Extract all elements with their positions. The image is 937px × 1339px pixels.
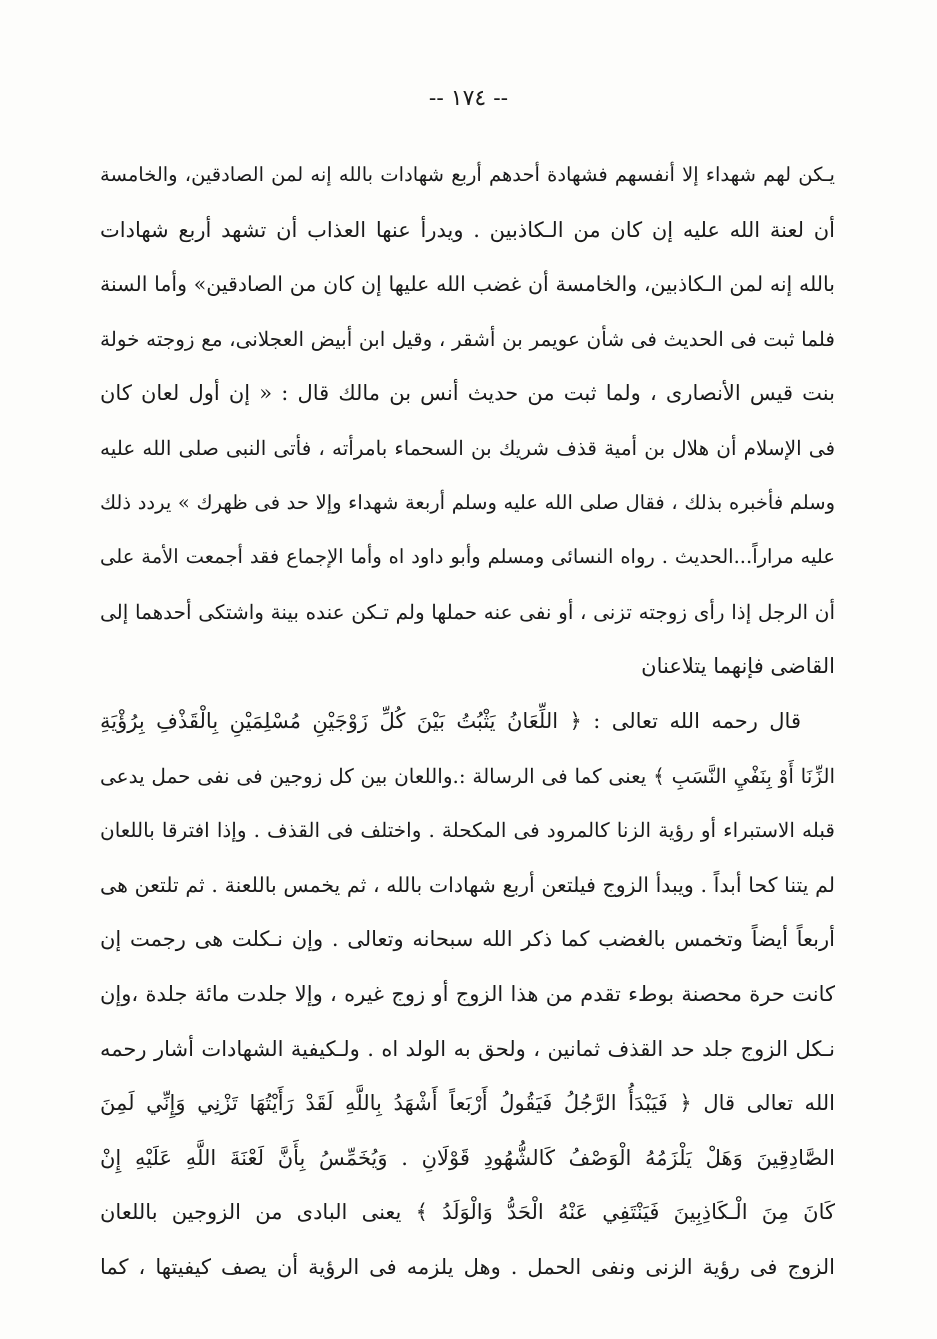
text-line: الصَّادِقِينَ وَهَلْ يَلْزَمُهُ الْوَصْفُ كَالشُّهُودِ قَوْلَانِ . وَيُخَمِّسُ بِأَنَّ لَعْنَةَ اللَّهِ عَلَيْهِ إِنْ: [100, 1145, 835, 1170]
text-line: كَانَ مِنَ الْـكَاذِبِينَ فَيَنْتَفِي عَنْهُ الْحَدُّ وَالْوَلَدُ ﴾ يعنى البادى من الزوجين باللعان: [100, 1200, 835, 1225]
text-line: أن لعنة الله عليه إن كان من الـكاذبين . ويدرأ عنها العذاب أن تشهد أربع شهادات: [100, 217, 835, 242]
text-line: الله تعالى قال ﴿ فَيَبْدَأُ الرَّجُلُ فَيَقُولُ أَرْبَعاً أَشْهَدُ بِاللَّهِ لَقَدْ رَأَيْتُهَا تَزْنِي وَإِنِّي لَمِنَ: [100, 1091, 835, 1116]
text-line: القاضى فإنهما يتلاعنان: [641, 654, 835, 679]
text-line: فلما ثبت فى الحديث فى شأن عويمر بن أشقر ، وقيل ابن أبيض العجلانى، مع زوجته خولة: [100, 326, 835, 351]
text-line: بنت قيس الأنصارى ، ولما ثبت من حديث أنس بن مالك قال : « إن أول لعان كان: [100, 381, 835, 406]
text-line: يـكن لهم شهداء إلا أنفسهم فشهادة أحدهم أربع شهادات بالله إنه لمن الصادقين، والخامسة: [100, 163, 835, 186]
text-line: قبله الاستبراء أو رؤية الزنا كالمرود فى المكحلة . واختلف فى القذف . وإذا افترقا باللعان: [100, 818, 835, 843]
page-number: -- ١٧٤ --: [428, 86, 509, 111]
text-line: قال رحمه الله تعالى : ﴿ اللِّعَانُ يَثْبُتُ بَيْنَ كُلِّ زَوْجَيْنِ مُسْلِمَيْنِ بِالْقَذْفِ بِرُؤْيَةِ: [100, 708, 801, 733]
text-line: وسلم فأخبره بذلك ، فقال صلى الله عليه وسلم أربعة شهداء وإلا حد فى ظهرك » يردد ذلك: [100, 490, 835, 514]
text-line: كانت حرة محصنة بوطء تقدم من هذا الزوج أو زوج غيره ، وإلا جلدت مائة جلدة ،وإن: [100, 981, 835, 1006]
body-text: [100, 148, 835, 1294]
text-line: الزِّنَا أَوْ بِنَفْيِ النَّسَبِ ﴾ يعنى كما فى الرسالة :.واللعان بين كل زوجين فى نفى حمل يدعى: [100, 763, 835, 788]
text-line: الزوج فى رؤية الزنى ونفى الحمل . وهل يلزمه فى الرؤية أن يصف كيفيتها ، كما: [100, 1254, 835, 1279]
text-line: بالله إنه لمن الـكاذبين، والخامسة أن غضب الله عليها إن كان من الصادقين» وأما السنة: [100, 272, 835, 297]
text-line: أربعاً أيضاً وتخمس بالغضب كما ذكر الله سبحانه وتعالى . وإن نـكلت هى رجمت إن: [100, 927, 835, 952]
text-line: فى الإسلام أن هلال بن أمية قذف شريك بن السحماء بامرأته ، فأتى النبى صلى الله عليه: [100, 435, 835, 460]
text-line: أن الرجل إذا رأى زوجته تزنى ، أو نفى عنه حملها ولم تـكن عنده بينة واشتكى أحدهما إلى: [100, 599, 835, 624]
text-line: لم يتنا كحا أبداً . ويبدأ الزوج فيلتعن أربع شهادات بالله ، ثم يخمس باللعنة . ثم تلتعن هى: [100, 872, 835, 897]
text-line: عليه مراراً...الحديث . رواه النسائى ومسلم وأبو داود اه وأما الإجماع فقد أجمعت الأمة على: [100, 545, 835, 569]
text-line: نـكل الزوج جلد حد القذف ثمانين ، ولحق به الولد اه . ولـكيفية الشهادات أشار رحمه: [100, 1036, 835, 1061]
